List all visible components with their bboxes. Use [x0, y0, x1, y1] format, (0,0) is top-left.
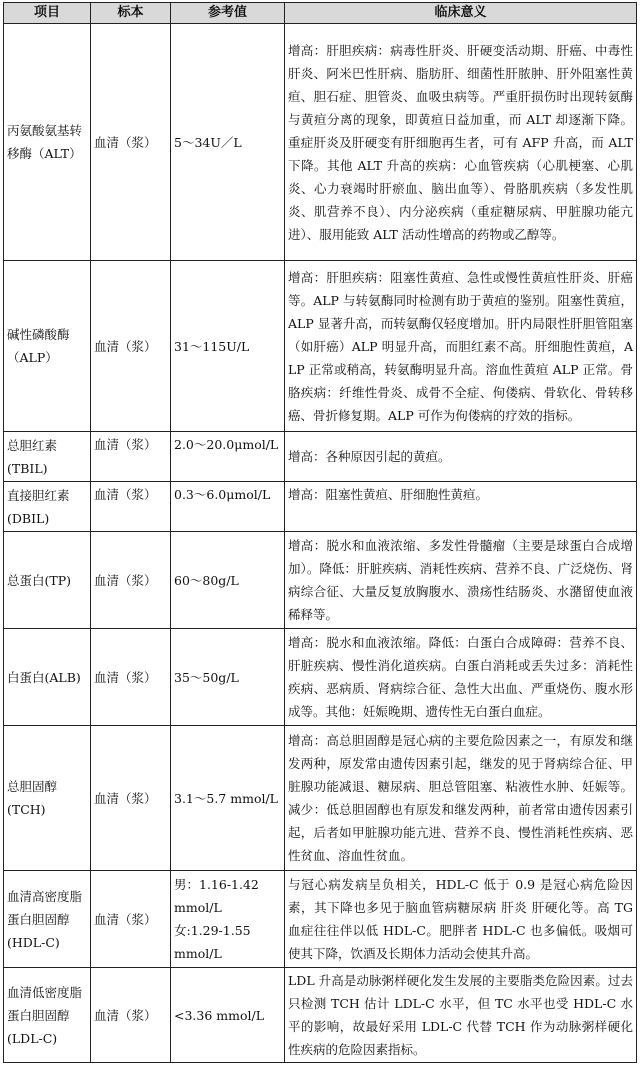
item-name-line: 血清高密度脂 — [7, 888, 83, 904]
header-clinical-meaning: 临床意义 — [285, 3, 637, 24]
reference-value-line: mmol/L — [174, 900, 222, 915]
sample-type: 血清（浆） — [91, 629, 171, 726]
header-item: 项目 — [4, 3, 91, 24]
item-name-line: (TCH) — [7, 802, 46, 817]
table-row-dbil — [4, 482, 637, 532]
reference-value-line: 男：1.16-1.42 — [174, 877, 259, 892]
reference-value-line: 2.0～20.0μmol/L — [174, 437, 279, 452]
item-name — [4, 968, 91, 1063]
item-name-line: 总蛋白(TP) — [7, 572, 72, 588]
reference-value-line: mmol/L — [174, 946, 222, 961]
item-name-line: 蛋白胆固醇 — [7, 1007, 70, 1023]
lab-reference-table — [3, 2, 637, 1063]
reference-value — [171, 532, 285, 629]
sample-type: 血清（浆） — [91, 726, 171, 871]
clinical-meaning: 与冠心病发病呈负相关，HDL-C 低于 0.9 是冠心病危险因素，其下降也多见于脑血管病糖尿病 肝炎 肝硬化等。高 TG 血症往往伴以低 HDL-C。肥胖者 HDL-C 也多偏低。吸烟可使其下降，饮酒及长期体力活动会使其升高。 — [285, 871, 637, 968]
reference-value-line: 31～115U/L — [174, 338, 250, 354]
item-name-line: 移酶（ALT） — [7, 146, 82, 161]
item-name — [4, 261, 91, 432]
reference-value — [171, 432, 285, 482]
sample-type: 血清（浆） — [91, 261, 171, 432]
item-name-line: (TBIL) — [7, 460, 48, 476]
reference-value-line: 35～50g/L — [174, 669, 239, 685]
clinical-meaning: 增高：阻塞性黄疸、肝细胞性黄疸。 — [285, 482, 637, 532]
table-row-hdl-c — [4, 871, 637, 968]
item-name — [4, 24, 91, 261]
reference-value-line: <3.36 mmol/L — [174, 1007, 265, 1023]
reference-value-line: 女:1.29-1.55 — [174, 923, 251, 938]
item-name-line: (DBIL) — [7, 510, 50, 526]
item-name — [4, 532, 91, 629]
item-name — [4, 726, 91, 871]
reference-value — [171, 871, 285, 968]
table-row-tp — [4, 532, 637, 629]
reference-value-line: 60～80g/L — [174, 572, 239, 588]
table-header-row — [4, 3, 637, 24]
item-name — [4, 482, 91, 532]
table-row-alp — [4, 261, 637, 432]
clinical-meaning: 增高：各种原因引起的黄疸。 — [285, 432, 637, 482]
reference-value — [171, 726, 285, 871]
reference-value — [171, 482, 285, 532]
table-row-alb — [4, 629, 637, 726]
reference-value-line: 5～34U／L — [174, 134, 242, 150]
sample-type: 血清（浆） — [91, 482, 171, 532]
item-name-line: 白蛋白(ALB) — [7, 669, 81, 685]
sample-type: 血清（浆） — [91, 968, 171, 1063]
reference-value — [171, 968, 285, 1063]
reference-value-line: 3.1～5.7 mmol/L — [174, 790, 278, 806]
clinical-meaning: LDL 升高是动脉粥样硬化发生发展的主要脂类危险因素。过去只检测 TCH 估计 LDL-C 水平，但 TC 水平也受 HDL-C 水平的影响，故最好采用 LDL-C 代替 TCH 作为动脉粥样硬化性疾病的危险因素指标。 — [285, 968, 637, 1063]
reference-value-line: 0.3～6.0μmol/L — [174, 487, 271, 502]
table-row-tch — [4, 726, 637, 871]
reference-value — [171, 24, 285, 261]
item-name-line: 血清低密度脂 — [7, 984, 83, 1000]
reference-value — [171, 629, 285, 726]
item-name-line: 碱性磷酸酶 — [7, 327, 70, 342]
clinical-meaning: 增高：肝胆疾病：阻塞性黄疸、急性或慢性黄疸性肝炎、肝癌等。ALP 与转氨酶同时检测有助于黄疸的鉴别。阻塞性黄疸，ALP 显著升高，而转氨酶仅轻度增加。肝内局限性肝胆管阻塞（如肝癌）ALP 明显升高，而胆红素不高。肝细胞性黄疸，ALP 正常或稍高，转氨酶明显升高。溶血性黄疸 ALP 正常。骨胳疾病：纤维性骨炎、成骨不全症、佝偻病、骨软化、骨转移癌、骨折修复期。ALP 可作为佝偻病的疗效的指标。 — [285, 261, 637, 432]
item-name-line: 蛋白胆固醇 — [7, 911, 70, 927]
header-sample: 标本 — [91, 3, 171, 24]
item-name-line: 总胆红素 — [7, 437, 58, 453]
table-row-ldl-c — [4, 968, 637, 1063]
item-name-line: (HDL-C) — [7, 934, 60, 950]
item-name-line: 直接胆红素 — [7, 487, 70, 503]
table-row-alt — [4, 24, 637, 261]
sample-type: 血清（浆） — [91, 432, 171, 482]
item-name-line: （ALP） — [7, 350, 58, 365]
sample-type: 血清（浆） — [91, 871, 171, 968]
clinical-meaning: 增高：高总胆固醇是冠心病的主要危险因素之一，有原发和继发两种，原发常由遗传因素引起，继发的见于肾病综合征、甲脏腺功能减退、糖尿病、胆总管阻塞、粘液性水肿、妊娠等。减少：低总胆固醇也有原发和继发两种，前者常由遗传因素引起，后者如甲脏腺功能亢进、营养不良、慢性消耗性疾病、恶性贫血、溶血性贫血。 — [285, 726, 637, 871]
reference-value — [171, 261, 285, 432]
sample-type: 血清（浆） — [91, 532, 171, 629]
clinical-meaning: 增高：肝胆疾病：病毒性肝炎、肝硬变活动期、肝癌、中毒性肝炎、阿米巴性肝病、脂肪肝、细菌性肝脓肿、肝外阻塞性黄疸、胆石症、胆管炎、血吸虫病等。严重肝损伤时出现转氨酶与黄疸分离的现象，即黄疸日益加重，而 ALT 却逐渐下降。重症肝炎及肝硬变有肝细胞再生者，可有 AFP 升高，而 ALT 下降。其他 ALT 升高的疾病：心血管疾病（心肌梗塞、心肌炎、心力衰竭时肝瘀血、脑出血等）、骨胳肌疾病（多发性肌炎、肌营养不良）、内分泌疾病（重症糖尿病、甲脏腺功能亢进）、服用能致 ALT 活动性增高的药物或乙醇等。 — [285, 24, 637, 261]
item-name-line: 总胆固醇 — [7, 779, 58, 794]
item-name — [4, 629, 91, 726]
item-name — [4, 432, 91, 482]
item-name-line: 丙氨酸氨基转 — [7, 123, 83, 138]
clinical-meaning: 增高：脱水和血液浓缩。降低：白蛋白合成障碍：营养不良、肝脏疾病、慢性消化道疾病。白蛋白消耗或丢失过多：消耗性疾病、恶病质、肾病综合征、急性大出血、严重烧伤、腹水形成等。其他：妊娠晚期、遗传性无白蛋白血症。 — [285, 629, 637, 726]
table-row-tbil — [4, 432, 637, 482]
sample-type: 血清（浆） — [91, 24, 171, 261]
clinical-meaning: 增高：脱水和血液浓缩、多发性骨髓瘤（主要是球蛋白合成增加）。降低：肝脏疾病、消耗性疾病、营养不良、广泛烧伤、肾病综合征、大量反复放胸腹水、溃疡性结肠炎、水潴留使血液稀释等。 — [285, 532, 637, 629]
item-name — [4, 871, 91, 968]
header-reference: 参考值 — [171, 3, 285, 24]
item-name-line: (LDL-C) — [7, 1030, 58, 1046]
